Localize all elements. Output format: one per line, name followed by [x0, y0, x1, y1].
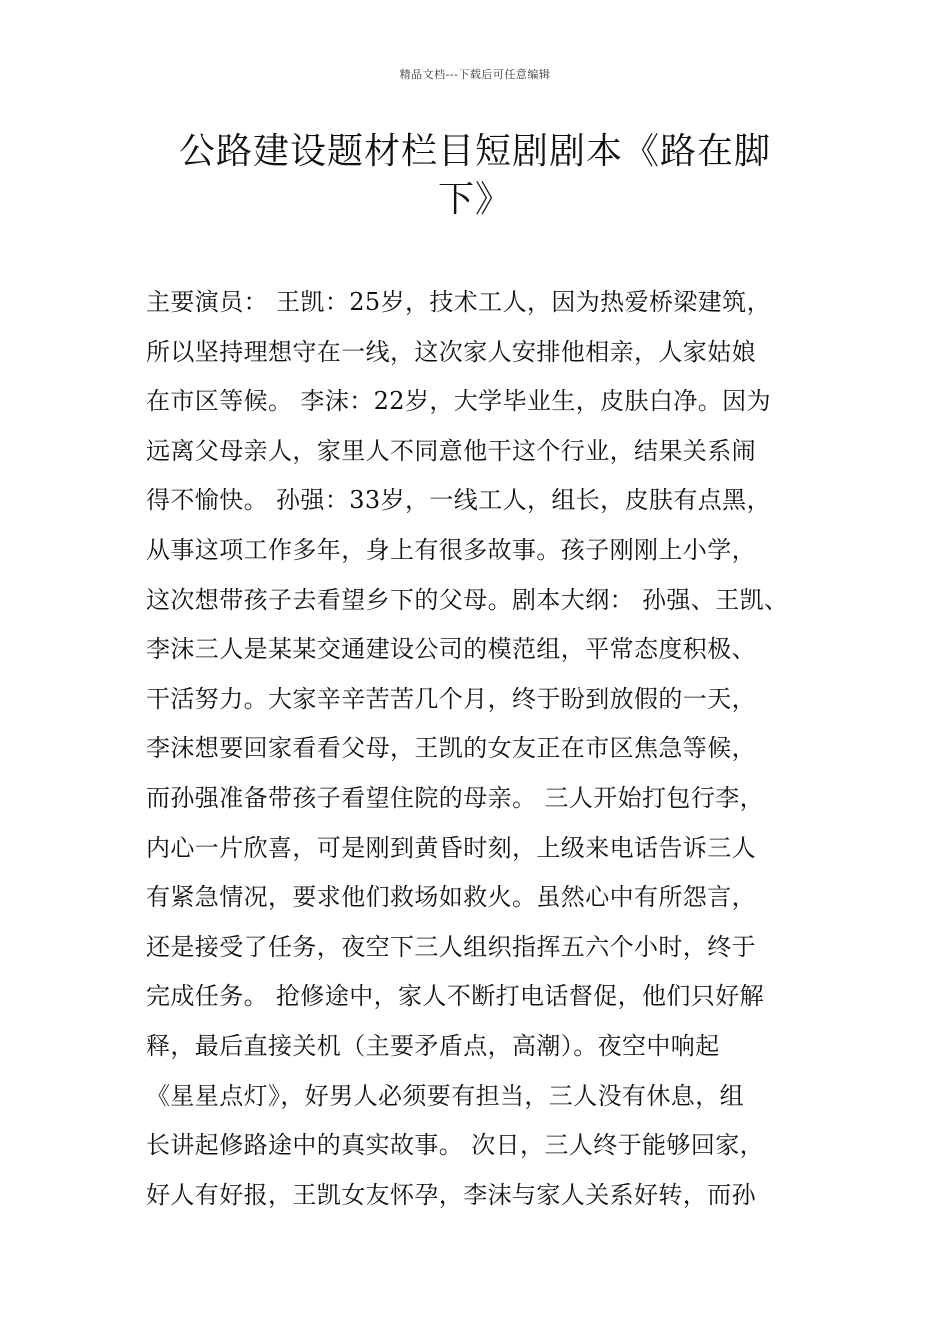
body-line: 所以坚持理想守在一线，这次家人安排他相亲，人家姑娘	[146, 337, 756, 366]
body-line: 而孙强准备带孩子看望住院的母亲。 三人开始打包行李，	[146, 783, 765, 812]
body-line: 释，最后直接关机（主要矛盾点，高潮）。夜空中响起	[146, 1031, 720, 1060]
body-line: 远离父母亲人，家里人不同意他干这个行业，结果关系闹	[146, 436, 756, 465]
body-line: 从事这项工作多年，身上有很多故事。孩子刚刚上小学，	[146, 535, 756, 564]
body-line: 干活努力。大家辛辛苦苦几个月，终于盼到放假的一天，	[146, 684, 756, 713]
body-line: 李沫想要回家看看父母，王凯的女友正在市区焦急等候，	[146, 734, 756, 763]
body-line: 有紧急情况，要求他们救场如救火。虽然心中有所怨言，	[146, 883, 756, 912]
document-title	[140, 128, 810, 224]
body-line: 这次想带孩子去看望乡下的父母。剧本大纲： 孙强、王凯、	[146, 585, 789, 614]
title-line: 下》	[437, 179, 512, 220]
header-note: 精品文档---下载后可任意编辑	[399, 68, 551, 81]
body-line: 好人有好报，王凯女友怀孕，李沫与家人关系好转，而孙	[146, 1180, 756, 1209]
body-line: 内心一片欣喜，可是刚到黄昏时刻，上级来电话告诉三人	[146, 833, 756, 862]
body-line: 还是接受了任务，夜空下三人组织指挥五六个小时，终于	[146, 932, 756, 961]
body-line: 完成任务。 抢修途中，家人不断打电话督促，他们只好解	[146, 982, 765, 1011]
body-line: 长讲起修路途中的真实故事。 次日，三人终于能够回家，	[146, 1131, 765, 1160]
body-text	[146, 282, 816, 1224]
body-line: 《星星点灯》，好男人必须要有担当，三人没有休息，组	[146, 1081, 744, 1110]
body-line: 得不愉快。 孙强：33岁，一线工人，组长，皮肤有点黑，	[146, 486, 771, 515]
title-line: 公路建设题材栏目短剧剧本《路在脚	[178, 131, 771, 172]
body-line: 主要演员： 王凯：25岁，技术工人，因为热爱桥梁建筑，	[146, 288, 771, 316]
body-line: 在市区等候。 李沫：22岁，大学毕业生，皮肤白净。因为	[146, 387, 771, 416]
body-line: 李沫三人是某某交通建设公司的模范组，平常态度积极、	[146, 635, 756, 664]
